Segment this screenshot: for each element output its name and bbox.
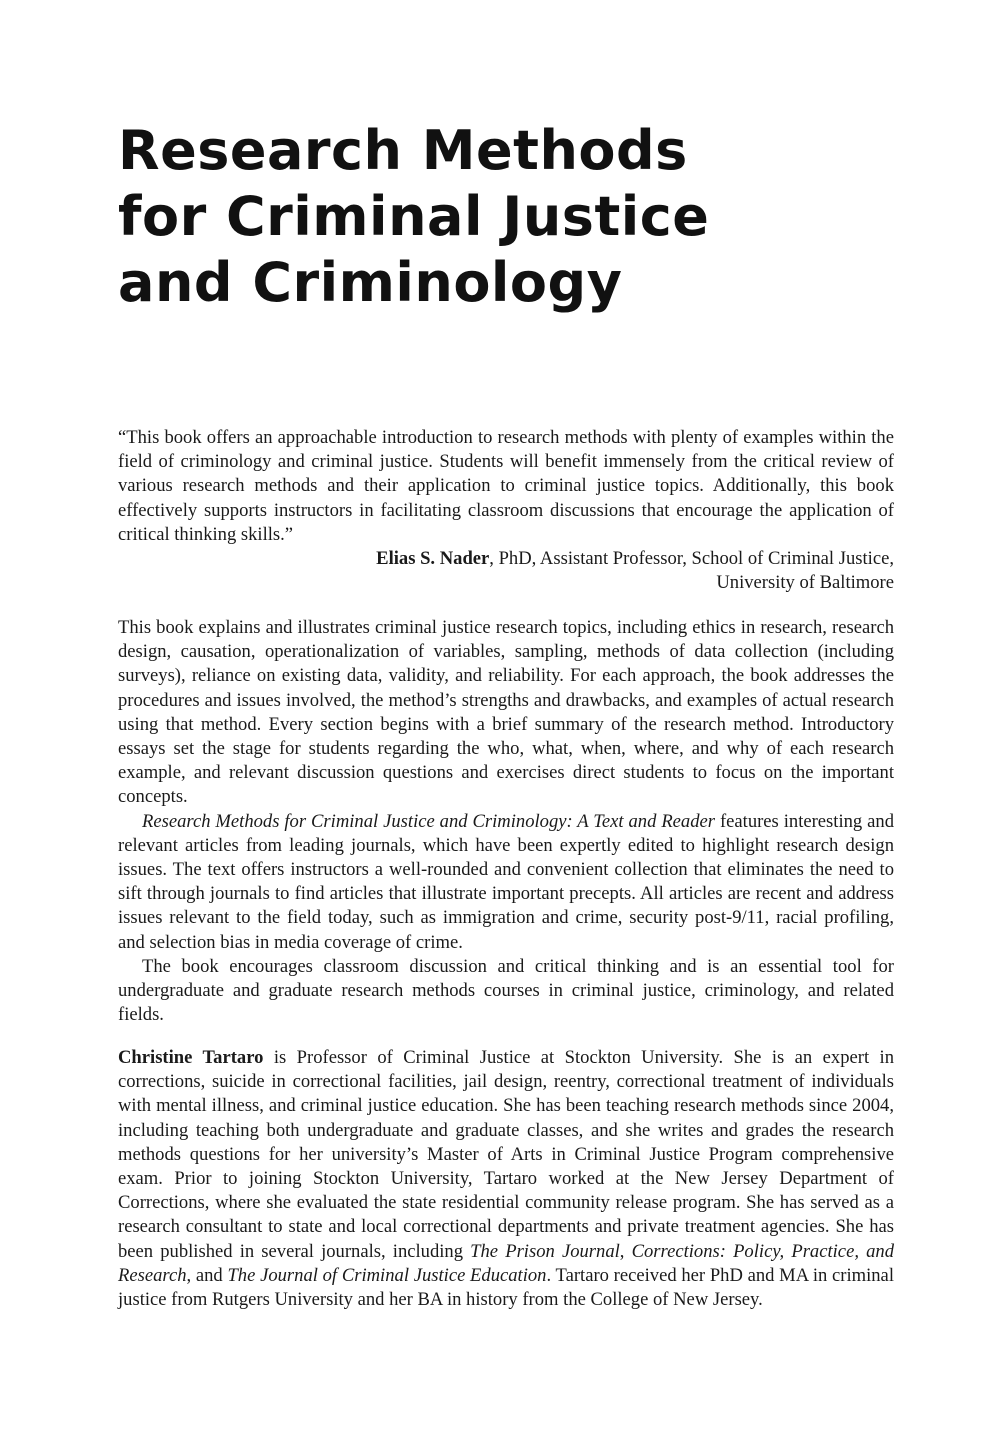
endorsement [118, 426, 894, 595]
journal-prison-journal: The Prison Journal [470, 1240, 620, 1262]
author-bio [118, 1046, 894, 1312]
description-paragraph-2-text: features interesting and relevant articles from leading journals, which have been expertly edited to highlight research design issues. The text offers instructors a well-rounded and convenient collection that eliminates the need to sift through journals to find articles that illustrate important precepts. All articles are recent and address issues relevant to the field today, such as immigration and crime, security post-9/11, racial profiling, and selection bias in media coverage of crime. [118, 810, 894, 953]
separator-2: , and [186, 1264, 228, 1286]
author-name: Christine Tartaro [118, 1047, 264, 1068]
description-paragraph-3: The book encourages classroom discussion and critical thinking and is an essential tool for undergraduate and graduate research methods courses in criminal justice, criminology, and related fields. [118, 955, 894, 1026]
endorsement-attribution [118, 547, 894, 595]
book-title [118, 118, 709, 316]
book-title-line-3: and Criminology [118, 251, 623, 314]
description-paragraph-1: This book explains and illustrates criminal justice research topics, including ethics in research, research design, causation, operationalization of variables, sampling, methods of data collection (including surveys), reliance on existing data, validity, and reliability. For each approach, the book addresses the procedures and issues involved, the method’s strengths and drawbacks, and examples of actual research using that method. Every section begins with a brief summary of the research method. Introductory essays set the stage for students regarding the who, what, when, where, and why of each research example, and relevant discussion questions and exercises direct students to focus on the important concepts. [118, 617, 894, 808]
book-title-line-2: for Criminal Justice [118, 185, 710, 248]
separator-1: , [619, 1240, 632, 1262]
author-bio-text-2: . Tartaro received her PhD and MA in criminal justice from Rutgers University and her BA in history from the College of New Jersey. [118, 1264, 894, 1311]
endorser-name: Elias S. Nader [376, 548, 490, 570]
description-paragraph-2 [118, 810, 894, 955]
endorsement-quote: “This book offers an approachable introduction to research methods with plenty of examples within the field of criminology and criminal justice. Students will benefit immensely from the critical review of various research methods and their application to criminal justice topics. Additionally, this book effectively supports instructors in facilitating classroom discussions that encourage the application of critical thinking skills.” [118, 427, 894, 545]
book-title-line-1: Research Methods [118, 119, 688, 182]
book-description [118, 616, 894, 1027]
author-bio-text-1: is Professor of Criminal Justice at Stockton University. She is an expert in corrections, suicide in correctional facilities, jail design, reentry, correctional treatment of individuals with mental illness, and criminal justice education. She has been teaching research methods since 2004, including teaching both undergraduate and graduate classes, and she writes and grades the research methods questions for her university’s Master of Arts in Criminal Justice Program comprehensive exam. Prior to joining Stockton University, Tartaro worked at the New Jersey Department of Corrections, where she evaluated the state residential community release program. She has served as a research consultant to state and local correctional departments and private treatment agencies. She has been published in several journals, including [118, 1047, 895, 1262]
author-bio-paragraph [118, 1046, 894, 1312]
journal-corrections: Corrections: Policy, Practice, and Research [118, 1240, 895, 1286]
book-full-title-italic: Research Methods for Criminal Justice and Criminology: A Text and Reader [142, 810, 716, 832]
endorser-institution: University of Baltimore [716, 572, 894, 594]
endorser-credentials: , PhD, Assistant Professor, School of Criminal Justice, [489, 548, 894, 570]
attribution-line-1 [118, 547, 894, 571]
journal-cj-education: The Journal of Criminal Justice Education [227, 1264, 547, 1286]
